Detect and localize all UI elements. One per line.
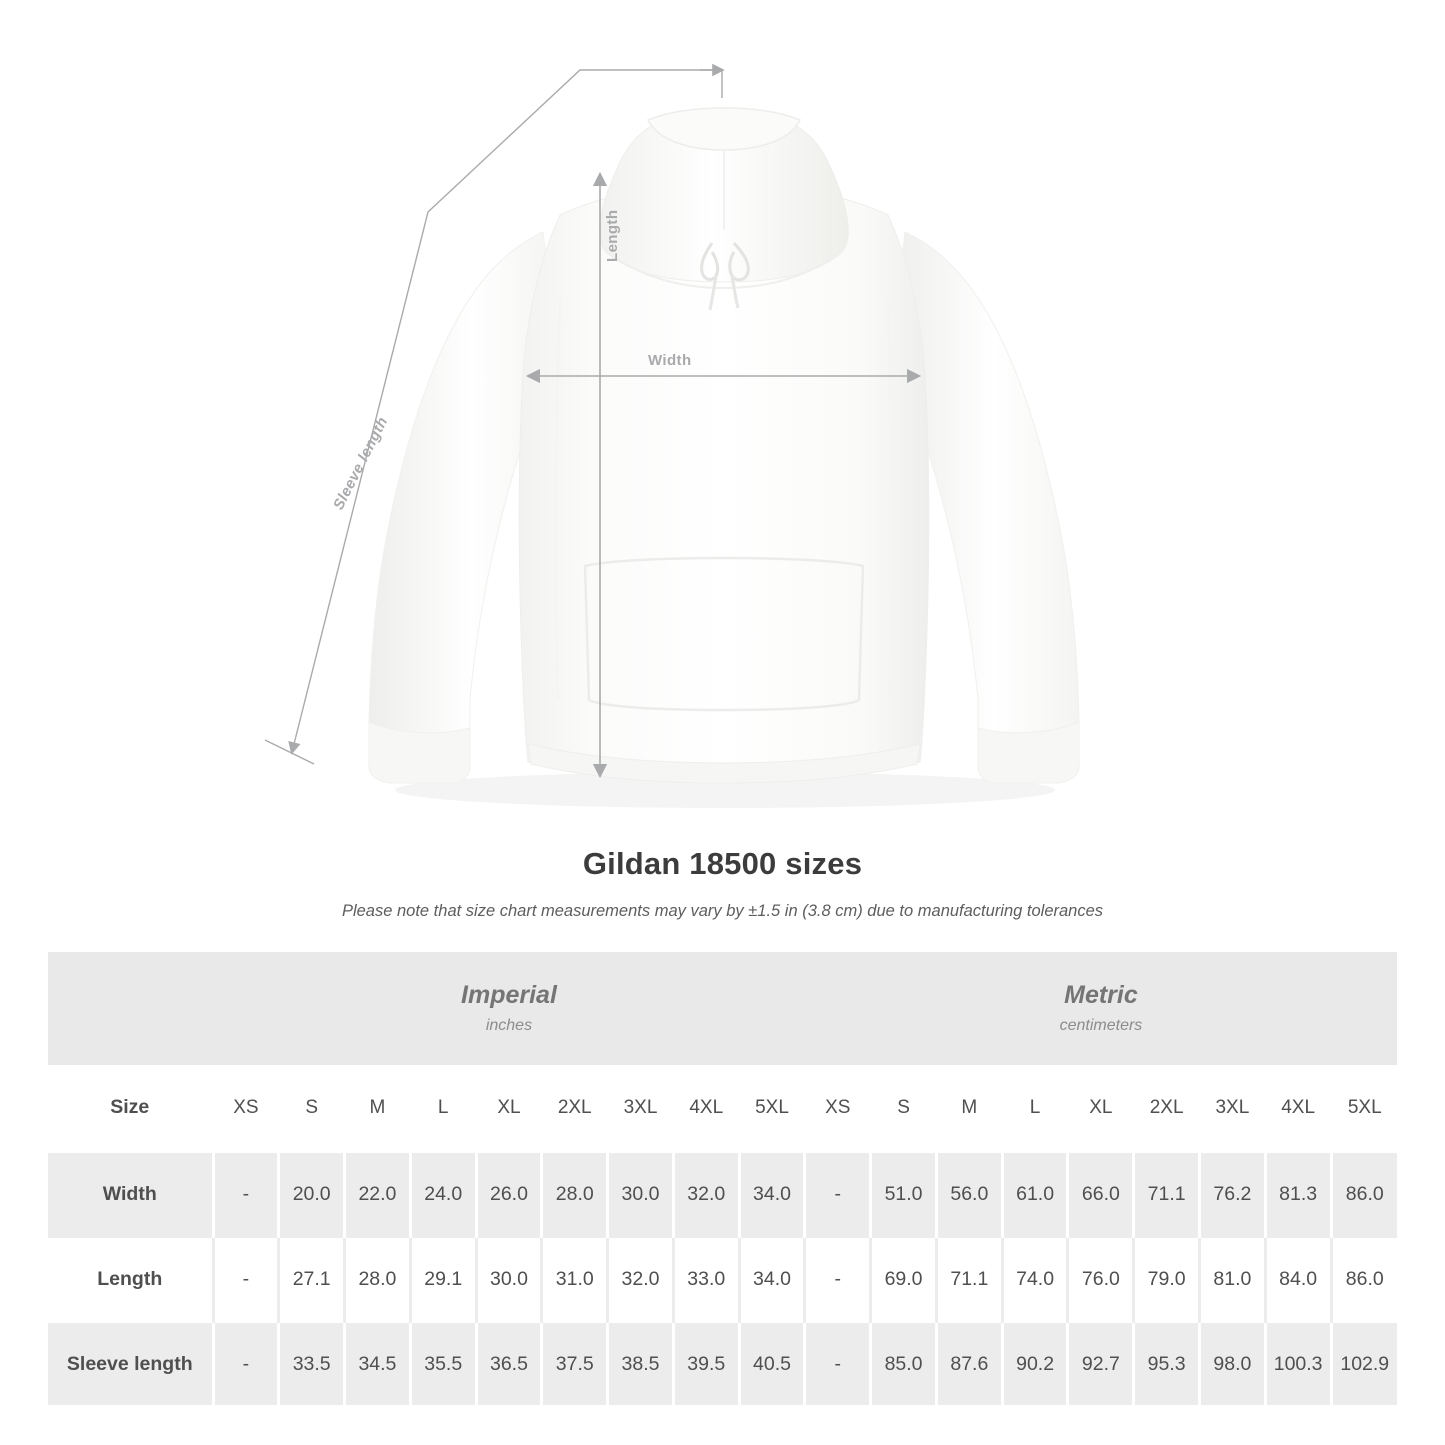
measurement-cell: 66.0 [1068,1152,1134,1237]
title-block [0,846,1445,921]
measurement-cell: 56.0 [936,1152,1002,1237]
size-header-row [48,1065,1397,1152]
table-row [48,1322,1397,1406]
measurement-cell: 35.5 [410,1322,476,1406]
unit-header-metric [805,952,1397,1065]
table-row [48,1152,1397,1237]
measurement-cell: 81.3 [1265,1152,1331,1237]
unit-system-name: Imperial [461,981,557,1010]
measurement-cell: 34.0 [739,1237,805,1322]
measurement-cell: 28.0 [345,1237,411,1322]
measurement-cell: - [213,1237,279,1322]
size-header-cell: 4XL [673,1065,739,1152]
size-header-cell: 3XL [1200,1065,1266,1152]
measurement-cell: - [805,1237,871,1322]
measurement-cell: 34.0 [739,1152,805,1237]
measurement-cell: 81.0 [1200,1237,1266,1322]
unit-header-spacer [48,952,213,1065]
measurement-cell: 92.7 [1068,1322,1134,1406]
size-header-cell: XL [476,1065,542,1152]
size-header-cell: 5XL [739,1065,805,1152]
page-title: Gildan 18500 sizes [582,846,863,881]
measurement-cell: 74.0 [1002,1237,1068,1322]
tolerance-note: Please note that size chart measurements may vary by ±1.5 in (3.8 cm) due to manufacturing tolerances [341,902,1104,920]
width-label: Width [648,352,692,369]
measurement-cell: 100.3 [1265,1322,1331,1406]
measurement-cell: - [213,1152,279,1237]
table-row [48,1237,1397,1322]
size-header-cell: 5XL [1331,1065,1397,1152]
measurement-cell: 29.1 [410,1237,476,1322]
measurement-cell: 71.1 [1134,1152,1200,1237]
measurement-cell: 79.0 [1134,1237,1200,1322]
measurement-cell: 20.0 [279,1152,345,1237]
size-header-cell: 2XL [542,1065,608,1152]
size-chart-table [48,952,1397,1405]
measurement-cell: 22.0 [345,1152,411,1237]
size-header-cell: S [279,1065,345,1152]
size-header-cell: XS [213,1065,279,1152]
measurement-cell: 86.0 [1331,1152,1397,1237]
row-label: Length [48,1237,213,1322]
row-label: Width [48,1152,213,1237]
sleeve-end-tick [265,740,314,764]
length-label: Length [604,209,621,262]
size-column-header: Size [48,1065,213,1152]
measurement-cell: 34.5 [345,1322,411,1406]
measurement-cell: 32.0 [673,1152,739,1237]
size-header-cell: M [345,1065,411,1152]
measurement-cell: 39.5 [673,1322,739,1406]
measurement-cell: 32.0 [608,1237,674,1322]
measurement-cell: 51.0 [871,1152,937,1237]
size-header-cell: 4XL [1265,1065,1331,1152]
sleeve-length-label: Sleeve length [330,414,392,513]
measurement-cell: 90.2 [1002,1322,1068,1406]
size-header-cell: M [936,1065,1002,1152]
measurement-cell: - [805,1322,871,1406]
measurement-cell: 40.5 [739,1322,805,1406]
measurement-cell: 102.9 [1331,1322,1397,1406]
measurement-cell: 69.0 [871,1237,937,1322]
measurement-cell: 30.0 [476,1237,542,1322]
size-header-cell: L [1002,1065,1068,1152]
row-label: Sleeve length [48,1322,213,1406]
size-header-cell: 3XL [608,1065,674,1152]
measurement-cell: 85.0 [871,1322,937,1406]
unit-system-name: Metric [1064,981,1138,1010]
measurement-cell: 26.0 [476,1152,542,1237]
unit-header-imperial [213,952,805,1065]
measurement-cell: 28.0 [542,1152,608,1237]
measurement-cell: 95.3 [1134,1322,1200,1406]
measurement-cell: - [213,1322,279,1406]
measurement-cell: 31.0 [542,1237,608,1322]
size-header-cell: S [871,1065,937,1152]
measurement-cell: 37.5 [542,1322,608,1406]
measurement-cell: - [805,1152,871,1237]
measurement-cell: 36.5 [476,1322,542,1406]
measurement-cell: 30.0 [608,1152,674,1237]
measurement-cell: 87.6 [936,1322,1002,1406]
measurement-cell: 33.5 [279,1322,345,1406]
measurement-cell: 24.0 [410,1152,476,1237]
unit-system-header-row [48,952,1397,1065]
size-header-cell: XL [1068,1065,1134,1152]
unit-measure-name: inches [485,1016,533,1034]
hoodie-illustration [369,108,1079,783]
unit-measure-name: centimeters [1059,1016,1143,1034]
measurement-cell: 71.1 [936,1237,1002,1322]
measurement-cell: 76.0 [1068,1237,1134,1322]
measurement-cell: 84.0 [1265,1237,1331,1322]
measurement-cell: 76.2 [1200,1152,1266,1237]
measurement-cell: 38.5 [608,1322,674,1406]
size-header-cell: 2XL [1134,1065,1200,1152]
measurement-cell: 98.0 [1200,1322,1266,1406]
size-header-cell: L [410,1065,476,1152]
size-chart-table-wrap [48,952,1397,1405]
size-header-cell: XS [805,1065,871,1152]
measurement-cell: 33.0 [673,1237,739,1322]
measurement-cell: 27.1 [279,1237,345,1322]
measurement-cell: 61.0 [1002,1152,1068,1237]
measurement-cell: 86.0 [1331,1237,1397,1322]
